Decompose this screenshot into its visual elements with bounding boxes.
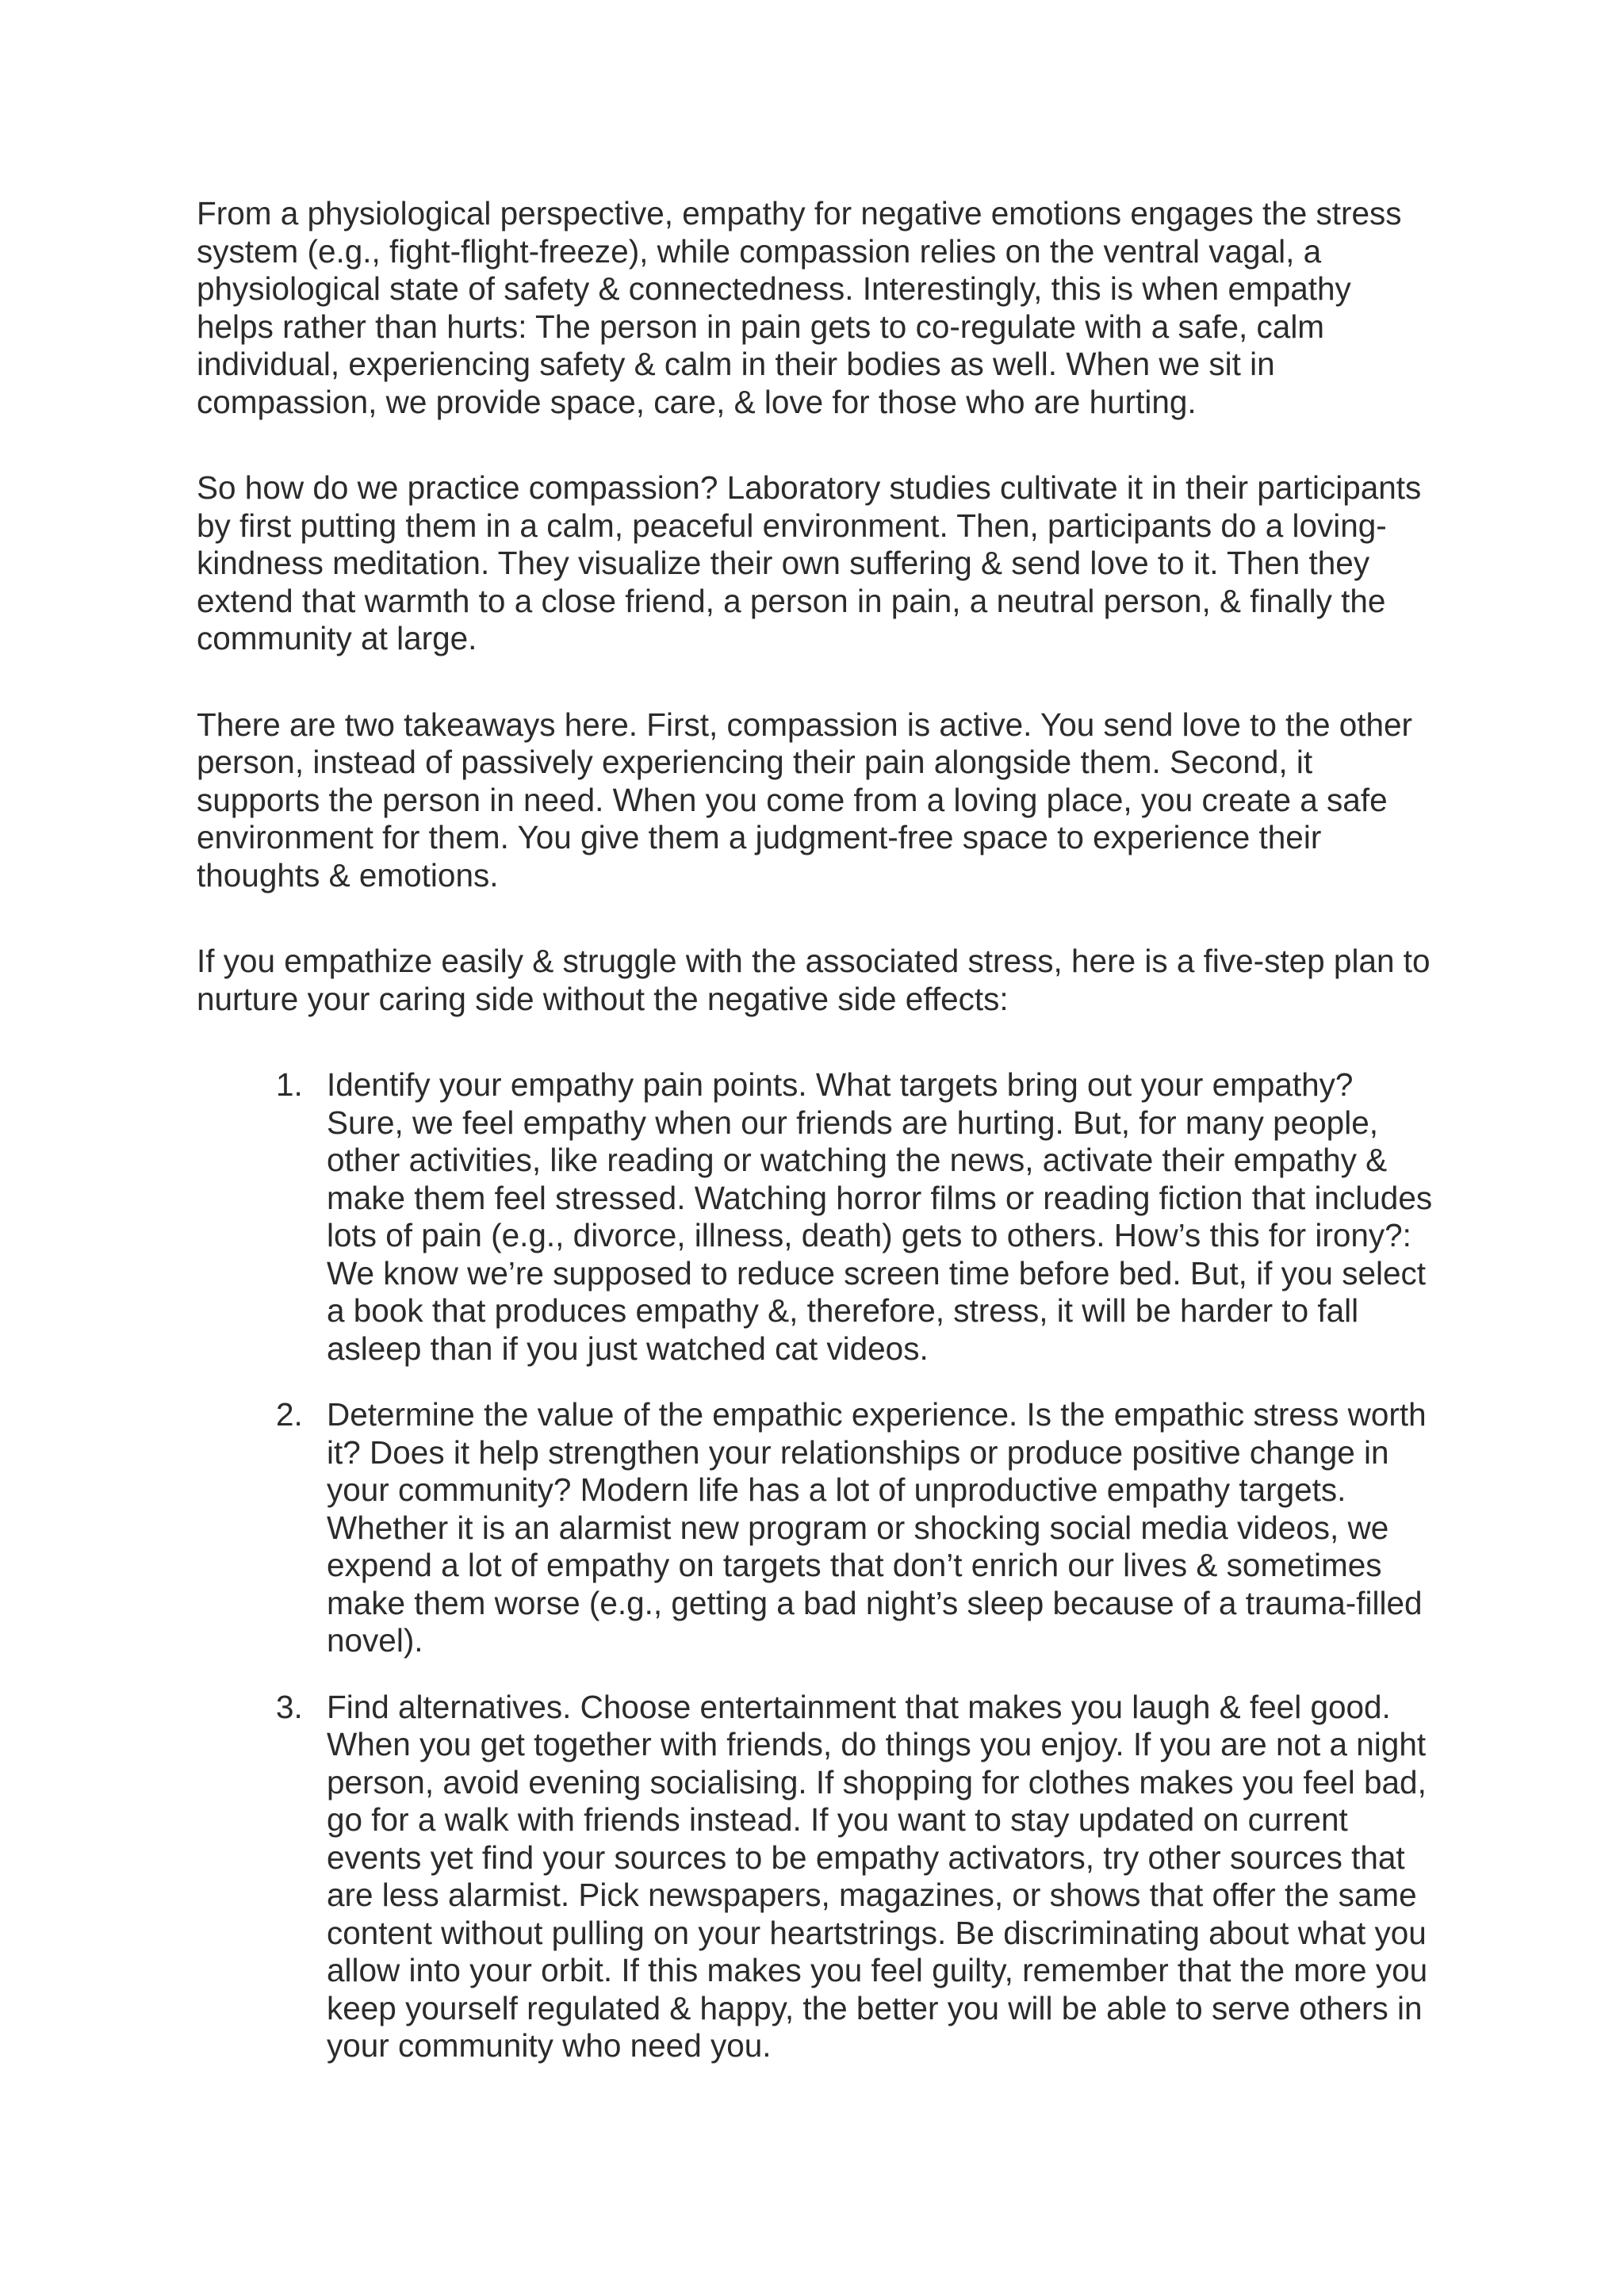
list-item-number: 2. [276,1396,303,1433]
five-step-plan-list [197,1066,1434,2065]
paragraph-physiology: From a physiological perspective, empathy for negative emotions engages the stress system (e.g., fight-flight-freeze), while compassion relies on the ventral vagal, a physiological state of safety & connectedness. Interestingly, this is when empathy helps rather than hurts: The person in pain gets to co-regulate with a safe, calm individual, experiencing safety & calm in their bodies as well. When we sit in compassion, we provide space, care, & love for those who are hurting. [197,195,1402,420]
document-page [197,195,1434,2094]
list-item-text: Identify your empathy pain points. What targets bring out your empathy? Sure, we feel empathy when our friends are hurting. But, for many people, other activities, like reading or watching the news, activate their empathy & make them feel stressed. Watching horror films or reading fiction that includes lots of pain (e.g., divorce, illness, death) gets to others. How’s this for irony?: We know we’re supposed to reduce screen time before bed. But, if you select a book that produces empathy &, therefore, stress, it will be harder to fall asleep than if you just watched cat videos. [327,1066,1433,1367]
list-item [276,1396,1434,1660]
paragraph-five-step-intro: If you empathize easily & struggle with the associated stress, here is a five-step plan to nurture your caring side without the negative side effects: [197,943,1431,1017]
list-item-number: 3. [276,1688,303,1725]
list-item-number: 1. [276,1066,303,1103]
list-item-text: Determine the value of the empathic experience. Is the empathic stress worth it? Does it help strengthen your relationships or produce positive change in your community? Modern life has a lot of unproductive empathy targets. Whether it is an alarmist new program or shocking social media videos, we expend a lot of empathy on targets that don’t enrich our lives & sometimes make them worse (e.g., getting a bad night’s sleep because of a trauma-filled novel). [327,1396,1427,1659]
list-item [276,1688,1434,2065]
list-item [276,1066,1434,1368]
list-item-text: Find alternatives. Choose entertainment that makes you laugh & feel good. When you get together with friends, do things you enjoy. If you are not a night person, avoid evening socialising. If shopping for clothes makes you feel bad, go for a walk with friends instead. If you want to stay updated on current events yet find your sources to be empathy activators, try other sources that are less alarmist. Pick newspapers, magazines, or shows that offer the same content without pulling on your heartstrings. Be discriminating about what you allow into your orbit. If this makes you feel guilty, remember that the more you keep yourself regulated & happy, the better you will be able to serve others in your community who need you. [327,1688,1428,2064]
paragraph-takeaways: There are two takeaways here. First, compassion is active. You send love to the other person, instead of passively experiencing their pain alongside them. Second, it supports the person in need. When you come from a loving place, you create a safe environment for them. You give them a judgment-free space to experience their thoughts & emotions. [197,706,1413,894]
paragraph-practice-compassion: So how do we practice compassion? Laboratory studies cultivate it in their participants by first putting them in a calm, peaceful environment. Then, participants do a loving-kindness meditation. They visualize their own suffering & send love to it. Then they extend that warmth to a close friend, a person in pain, a neutral person, & finally the community at large. [197,469,1422,656]
